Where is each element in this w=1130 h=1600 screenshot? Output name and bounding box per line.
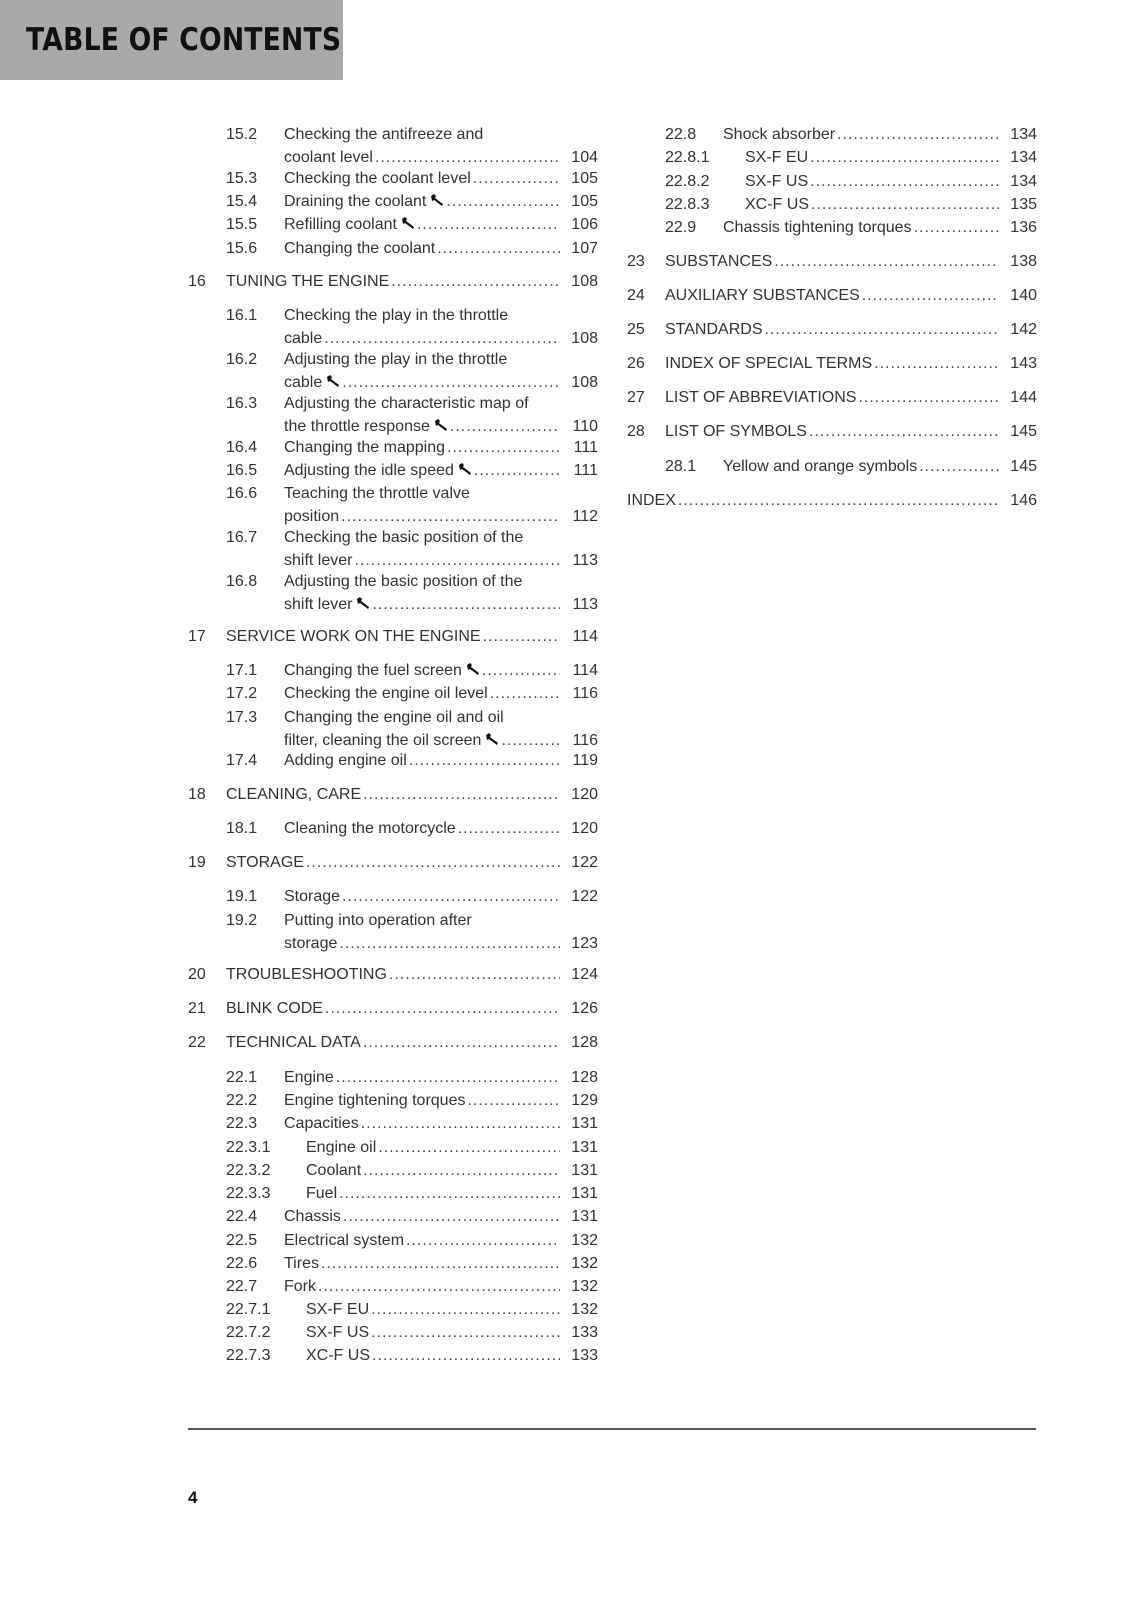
page-reference[interactable]: 116 [572,732,598,749]
section-title[interactable]: TROUBLESHOOTING [226,966,387,983]
section-title[interactable]: coolant level [284,149,373,166]
dot-leader [678,489,999,512]
section-number: 22.2 [226,1092,258,1109]
page-reference[interactable]: 111 [573,462,598,479]
dot-leader [318,1275,560,1298]
section-number: 23 [627,253,645,270]
page-reference[interactable]: 116 [572,685,598,702]
section-title[interactable]: INDEX [627,492,676,509]
section-number: 22.5 [226,1232,258,1249]
page-reference[interactable]: 128 [571,1069,598,1086]
dot-leader [409,749,560,772]
section-number: 22.6 [226,1255,258,1272]
dot-leader [361,1112,560,1135]
section-number: 22.7 [226,1278,258,1295]
dot-leader [490,682,560,705]
page-reference[interactable]: 131 [571,1208,598,1225]
dot-leader [810,146,999,169]
dot-leader [858,386,999,409]
section-title[interactable]: Changing the coolant [284,240,436,257]
dot-leader [774,250,999,273]
section-title[interactable]: BLINK CODE [226,1000,323,1017]
section-title[interactable]: filter, cleaning the oil screen [284,732,482,749]
page-reference[interactable]: 119 [572,752,598,769]
section-title[interactable]: Engine oil [306,1139,377,1156]
page-reference[interactable]: 104 [571,149,598,166]
section-title[interactable]: CLEANING, CARE [226,786,362,803]
dot-leader [371,1298,560,1321]
section-number: 27 [627,389,645,406]
page-reference[interactable]: 122 [571,888,598,905]
dot-leader [482,659,560,682]
section-number: 22.7.3 [226,1347,271,1364]
page-reference[interactable]: 132 [571,1278,598,1295]
section-number: 22.8 [665,126,697,143]
section-number: 16.2 [226,351,258,368]
page-reference[interactable]: 132 [571,1255,598,1272]
section-number: 16 [188,273,206,290]
section-title[interactable]: Adjusting the idle speed [284,462,454,479]
section-title[interactable]: Checking the basic position of the [284,529,524,546]
dot-leader [765,318,1000,341]
section-title[interactable]: Refilling coolant [284,216,397,233]
section-number: 15.4 [226,193,258,210]
dot-leader [809,420,999,443]
dot-leader [862,284,999,307]
section-number: 22 [188,1034,206,1051]
section-title[interactable]: Teaching the throttle valve [284,485,470,502]
dot-leader [914,216,999,239]
section-number: 16.3 [226,395,258,412]
section-number: 15.3 [226,170,258,187]
dot-leader [324,327,560,350]
section-number: 22.8.2 [665,173,710,190]
section-title[interactable]: XC-F US [745,196,809,213]
dot-leader [363,1031,560,1054]
section-number: 22.1 [226,1069,258,1086]
page-reference[interactable]: 111 [573,439,598,456]
section-number: 22.8.3 [665,196,710,213]
dot-leader [336,1066,560,1089]
section-title[interactable]: Storage [284,888,341,905]
section-title[interactable]: Cleaning the motorcycle [284,820,456,837]
page-reference[interactable]: 140 [1010,287,1037,304]
section-number: 28 [627,423,645,440]
section-title[interactable]: LIST OF SYMBOLS [665,423,807,440]
section-number: 22.3 [226,1115,258,1132]
dot-leader [339,932,560,955]
page-reference[interactable]: 113 [572,552,598,569]
dot-leader [919,455,999,478]
page-reference[interactable]: 142 [1010,321,1037,338]
section-number: 16.7 [226,529,258,546]
section-number: 20 [188,966,206,983]
page-reference[interactable]: 134 [1010,126,1037,143]
section-number: 15.5 [226,216,258,233]
dot-leader [417,213,560,236]
section-title[interactable]: Adjusting the characteristic map of [284,395,529,412]
section-title[interactable]: Checking the engine oil level [284,685,488,702]
page-reference[interactable]: 145 [1010,423,1037,440]
section-number: 17.2 [226,685,258,702]
section-title[interactable]: cable [284,374,323,391]
section-title[interactable]: Electrical system [284,1232,405,1249]
page-reference[interactable]: 123 [571,935,598,952]
dot-leader [321,1252,560,1275]
dot-leader [458,817,560,840]
section-number: 26 [627,355,645,372]
section-title[interactable]: SX-F US [745,173,809,190]
dot-leader [483,625,560,648]
dot-leader [874,352,999,375]
section-title[interactable]: STANDARDS [665,321,763,338]
page-reference[interactable]: 107 [571,240,598,257]
page-reference[interactable]: 131 [571,1162,598,1179]
page-reference[interactable]: 114 [572,662,598,679]
dot-leader [446,190,560,213]
section-number: 24 [627,287,645,304]
section-number: 25 [627,321,645,338]
page-reference[interactable]: 122 [571,854,598,871]
page-reference[interactable]: 129 [571,1092,598,1109]
wrench-icon [356,593,370,616]
page-reference[interactable]: 120 [571,820,598,837]
dot-leader [363,1159,560,1182]
section-title[interactable]: Fuel [306,1185,338,1202]
section-title[interactable]: SUBSTANCES [665,253,773,270]
section-title[interactable]: Engine tightening torques [284,1092,466,1109]
dot-leader [837,123,999,146]
section-title[interactable]: Coolant [306,1162,362,1179]
dot-leader [450,415,560,438]
section-title[interactable]: storage [284,935,338,952]
section-number: 17.3 [226,709,258,726]
wrench-icon [458,459,472,482]
section-title[interactable]: Fork [284,1278,316,1295]
section-number: 16.4 [226,439,258,456]
page-reference[interactable]: 134 [1010,149,1037,166]
page-reference[interactable]: 106 [571,216,598,233]
wrench-icon [434,415,448,438]
section-number: 16.1 [226,307,258,324]
page-reference[interactable]: 105 [571,193,598,210]
dot-leader [341,505,560,528]
section-title[interactable]: SX-F EU [745,149,809,166]
section-title[interactable]: SERVICE WORK ON THE ENGINE [226,628,481,645]
section-title[interactable]: SX-F US [306,1324,370,1341]
page-reference[interactable]: 124 [571,966,598,983]
section-title[interactable]: Checking the play in the throttle [284,307,509,324]
section-number: 19.2 [226,912,258,929]
wrench-icon [466,659,480,682]
footer-divider [188,1428,1036,1430]
section-title[interactable]: Changing the engine oil and oil [284,709,504,726]
wrench-icon [326,371,340,394]
section-number: 22.3.2 [226,1162,271,1179]
dot-leader [810,170,999,193]
page-reference[interactable]: 108 [571,374,598,391]
dot-leader [391,270,560,293]
dot-leader [375,146,560,169]
dot-leader [354,549,560,572]
page-reference[interactable]: 135 [1010,196,1037,213]
page-reference[interactable]: 133 [571,1347,598,1364]
section-number: 15.6 [226,240,258,257]
section-title[interactable]: position [284,508,340,525]
section-title[interactable]: Changing the mapping [284,439,446,456]
dot-leader [343,1205,560,1228]
section-number: 17.4 [226,752,258,769]
section-title[interactable]: shift lever [284,552,353,569]
section-title[interactable]: INDEX OF SPECIAL TERMS [665,355,873,372]
section-number: 16.5 [226,462,258,479]
page-reference[interactable]: 131 [571,1139,598,1156]
section-number: 18 [188,786,206,803]
section-title[interactable]: Draining the coolant [284,193,427,210]
page-reference[interactable]: 131 [571,1185,598,1202]
section-number: 22.8.1 [665,149,710,166]
section-number: 16.6 [226,485,258,502]
page-reference[interactable]: 136 [1010,219,1037,236]
section-title[interactable]: Checking the antifreeze and [284,126,484,143]
section-title[interactable]: LIST OF ABBREVIATIONS [665,389,857,406]
page-number: 4 [188,1488,198,1507]
section-number: 22.4 [226,1208,258,1225]
section-title[interactable]: TUNING THE ENGINE [226,273,390,290]
page-reference[interactable]: 134 [1010,173,1037,190]
section-number: 28.1 [665,458,697,475]
section-title[interactable]: Adding engine oil [284,752,407,769]
dot-leader [406,1229,560,1252]
page-reference[interactable]: 131 [571,1115,598,1132]
section-number: 19 [188,854,206,871]
section-title[interactable]: cable [284,330,323,347]
page-reference[interactable]: 108 [571,273,598,290]
dot-leader [339,1182,560,1205]
section-title[interactable]: AUXILIARY SUBSTANCES [665,287,860,304]
section-number: 18.1 [226,820,258,837]
section-number: 17 [188,628,206,645]
section-number: 15.2 [226,126,258,143]
section-title[interactable]: Chassis tightening torques [723,219,912,236]
section-title[interactable]: XC-F US [306,1347,370,1364]
section-number: 19.1 [226,888,258,905]
section-number: 22.7.1 [226,1301,271,1318]
page-reference[interactable]: 128 [571,1034,598,1051]
page-reference[interactable]: 112 [572,508,598,525]
page-title: TABLE OF CONTENTS [26,22,342,58]
section-title[interactable]: Changing the fuel screen [284,662,462,679]
dot-leader [437,237,560,260]
section-number: 22.3.1 [226,1139,271,1156]
section-title[interactable]: the throttle response [284,418,430,435]
page-reference[interactable]: 143 [1010,355,1037,372]
wrench-icon [430,190,444,213]
page-reference[interactable]: 132 [571,1301,598,1318]
dot-leader [378,1136,560,1159]
section-title[interactable]: Capacities [284,1115,359,1132]
dot-leader [342,371,560,394]
section-number: 22.9 [665,219,697,236]
section-title[interactable]: STORAGE [226,854,304,871]
section-title[interactable]: Checking the coolant level [284,170,471,187]
page-reference[interactable]: 105 [571,170,598,187]
section-title[interactable]: Adjusting the play in the throttle [284,351,508,368]
section-number: 22.3.3 [226,1185,271,1202]
page-reference[interactable]: 126 [571,1000,598,1017]
page-reference[interactable]: 144 [1010,389,1037,406]
dot-leader [447,436,560,459]
section-title[interactable]: SX-F EU [306,1301,370,1318]
page-reference[interactable]: 120 [571,786,598,803]
page-reference[interactable]: 145 [1010,458,1037,475]
section-title[interactable]: Tires [284,1255,319,1272]
dot-leader [473,167,560,190]
wrench-icon [401,213,415,236]
dot-leader [306,851,560,874]
dot-leader [389,963,560,986]
dot-leader [342,885,560,908]
dot-leader [811,193,999,216]
section-title[interactable]: Yellow and orange symbols [723,458,918,475]
dot-leader [474,459,560,482]
page-reference[interactable]: 132 [571,1232,598,1249]
page-reference[interactable]: 110 [572,418,598,435]
dot-leader [372,593,560,616]
section-number: 21 [188,1000,206,1017]
page-reference[interactable]: 133 [571,1324,598,1341]
section-title[interactable]: Chassis [284,1208,341,1225]
section-number: 17.1 [226,662,258,679]
dot-leader [363,783,560,806]
page-reference[interactable]: 114 [572,628,598,645]
dot-leader [372,1344,560,1367]
dot-leader [325,997,560,1020]
section-title[interactable]: TECHNICAL DATA [226,1034,361,1051]
section-title[interactable]: Adjusting the basic position of the [284,573,523,590]
page-reference[interactable]: 108 [571,330,598,347]
page-reference[interactable]: 138 [1010,253,1037,270]
section-number: 16.8 [226,573,258,590]
section-title[interactable]: Putting into operation after [284,912,472,929]
page-reference[interactable]: 146 [1010,492,1037,509]
dot-leader [467,1089,560,1112]
section-title[interactable]: shift lever [284,596,353,613]
section-number: 22.7.2 [226,1324,271,1341]
section-title[interactable]: Engine [284,1069,334,1086]
header-bar [0,0,343,80]
dot-leader [371,1321,560,1344]
section-title[interactable]: Shock absorber [723,126,836,143]
page-reference[interactable]: 113 [572,596,598,613]
